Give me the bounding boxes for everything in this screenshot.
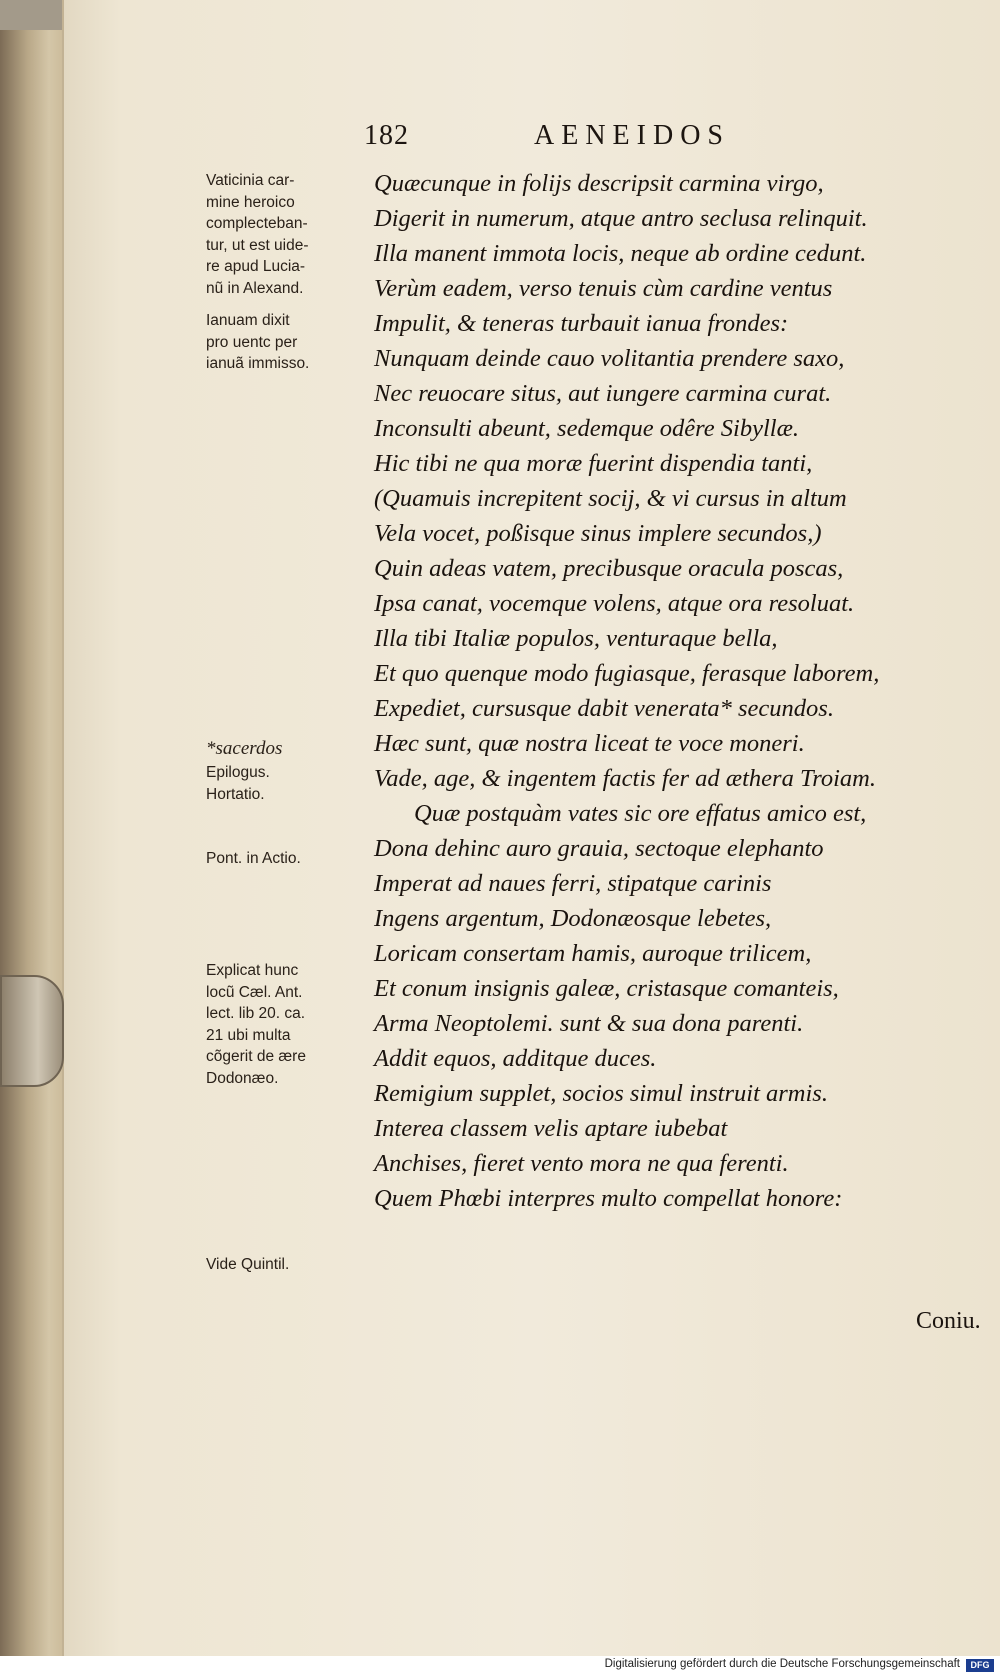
page-number: 182 [364, 120, 409, 151]
verse-line: Digerit in numerum, atque antro seclusa relinquit. [374, 205, 868, 232]
dfg-logo-icon: DFG [966, 1659, 994, 1672]
verse-line: Remigium supplet, socios simul instruit armis. [374, 1080, 828, 1107]
verse-line: (Quamuis increpitent socij, & vi cursus in altum [374, 485, 847, 512]
margin-note-epilogus: Epilogus. Hortatio. [206, 764, 270, 803]
margin-note-sacerdos: *sacerdos [206, 738, 283, 759]
verse-line: Expediet, cursusque dabit venerata* secundos. [374, 695, 834, 722]
book-page [62, 0, 1000, 1656]
verse-line: Vade, age, & ingentem factis fer ad æthera Troiam. [374, 765, 876, 792]
verse-line: Illa manent immota locis, neque ab ordine cedunt. [374, 240, 867, 267]
margin-note-vaticinia: Vaticinia car- mine heroico complecteban- tur, ut est uide- re apud Lucia- nũ in Alexand. [206, 172, 309, 297]
credit-bar [0, 1656, 1000, 1676]
margin-note-quintil: Vide Quintil. [206, 1256, 290, 1273]
verse-text [374, 166, 1000, 1216]
running-title: AENEIDOS [534, 120, 730, 151]
verse-line: Impulit, & teneras turbauit ianua frondes: [374, 310, 789, 337]
verse-line: Inconsulti abeunt, sedemque odêre Sibyllæ. [374, 415, 800, 442]
verse-line: Addit equos, additque duces. [374, 1045, 657, 1072]
verse-line: Et quo quenque modo fugiasque, ferasque laborem, [374, 660, 880, 687]
margin-note-explicat: Explicat hunc locũ Cæl. Ant. lect. lib 20. ca. 21 ubi multa cõgerit de ære Dodonæo. [206, 962, 306, 1087]
verse-line: Hic tibi ne qua moræ fuerint dispendia tanti, [374, 450, 813, 477]
verse-line: Hæc sunt, quæ nostra liceat te voce moneri. [374, 730, 805, 757]
verse-line: Verùm eadem, verso tenuis cùm cardine ventus [374, 275, 833, 302]
verse-line: Vela vocet, poßisque sinus implere secundos,) [374, 520, 822, 547]
verse-line: Arma Neoptolemi. sunt & sua dona parenti. [374, 1010, 804, 1037]
funding-credit: Digitalisierung gefördert durch die Deutsche Forschungsgemeinschaft [604, 1658, 960, 1670]
book-clasp [0, 975, 64, 1087]
verse-line: Quæ postquàm vates sic ore effatus amico est, [414, 800, 867, 827]
verse-line: Quæcunque in folijs descripsit carmina virgo, [374, 170, 824, 197]
verse-line: Anchises, fieret vento mora ne qua ferenti. [374, 1150, 789, 1177]
running-head [64, 120, 1000, 160]
verse-line: Nec reuocare situs, aut iungere carmina curat. [374, 380, 832, 407]
catchword: Coniu. [916, 1308, 981, 1334]
verse-line: Nunquam deinde cauo volitantia prendere saxo, [374, 345, 845, 372]
verse-line: Illa tibi Italiæ populos, venturaque bella, [374, 625, 778, 652]
book-page-edges [0, 30, 70, 1656]
verse-line: Dona dehinc auro grauia, sectoque elephanto [374, 835, 824, 862]
margin-note-pontanus: Pont. in Actio. [206, 850, 301, 867]
margin-note-ianuam: Ianuam dixit pro uentc per ianuã immisso. [206, 312, 310, 372]
verse-line: Quin adeas vatem, precibusque oracula poscas, [374, 555, 844, 582]
verse-line: Ingens argentum, Dodonæosque lebetes, [374, 905, 772, 932]
verse-line: Interea classem velis aptare iubebat [374, 1115, 728, 1142]
verse-line: Imperat ad naues ferri, stipatque carinis [374, 870, 772, 897]
verse-line: Quem Phœbi interpres multo compellat honore: [374, 1185, 843, 1212]
verse-line: Loricam consertam hamis, auroque trilicem, [374, 940, 812, 967]
verse-line: Ipsa canat, vocemque volens, atque ora resoluat. [374, 590, 855, 617]
verse-line: Et conum insignis galeæ, cristasque comanteis, [374, 975, 839, 1002]
